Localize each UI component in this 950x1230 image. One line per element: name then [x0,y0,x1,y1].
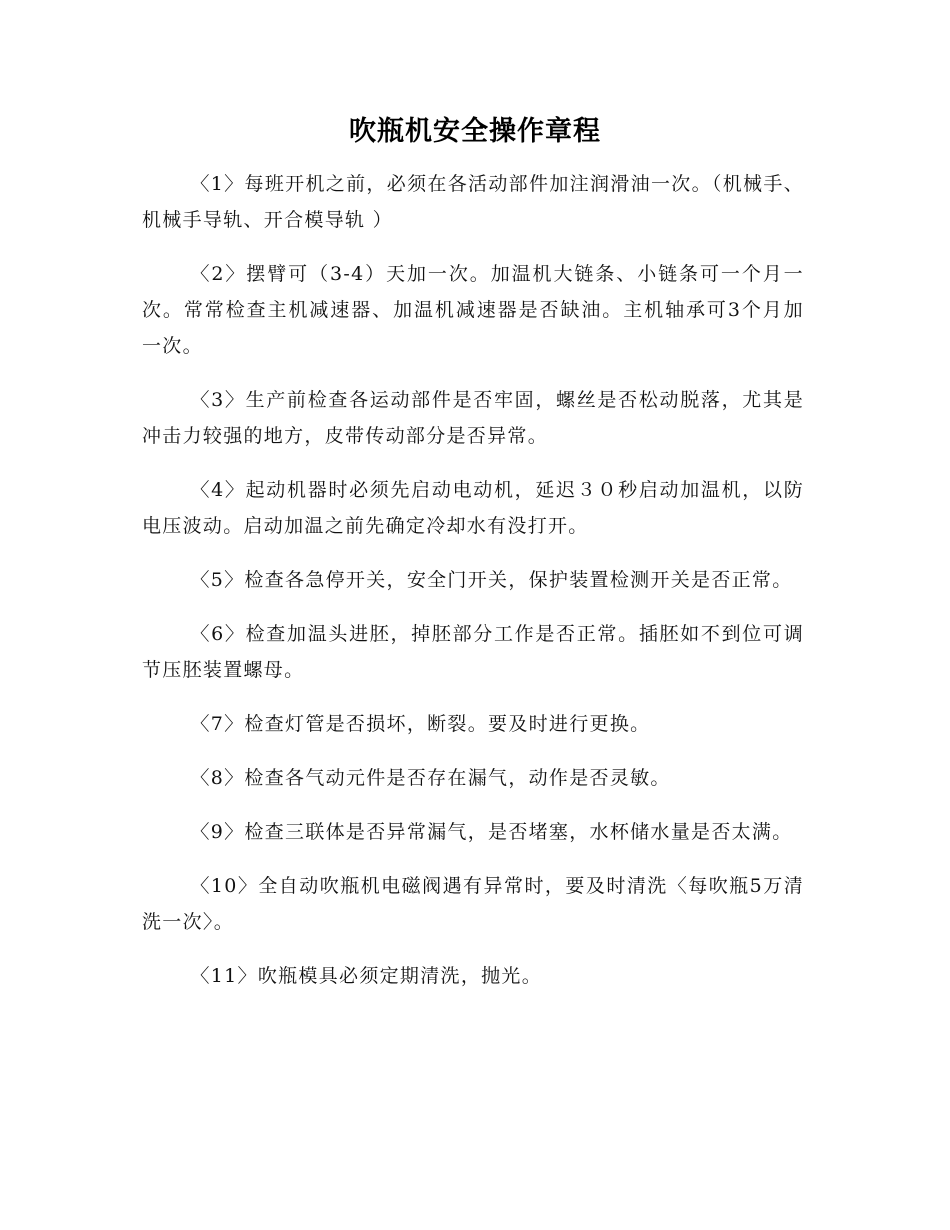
paragraph-9: 〈9〉检查三联体是否异常漏气，是否堵塞，水杯储水量是否太满。 [190,821,793,843]
paragraph-8: 〈8〉检查各气动元件是否存在漏气，动作是否灵敏。 [190,767,671,789]
paragraph-10: 〈10〉全自动吹瓶机电磁阀遇有异常时，要及时清洗〈每吹瓶5万清洗一次〉。 [142,875,804,933]
paragraph-3: 〈3〉生产前检查各运动部件是否牢固，螺丝是否松动脱落，尤其是冲击力较强的地方，皮带传动部分是否异常。 [142,389,804,447]
paragraph-1: 〈1〉每班开机之前，必须在各活动部件加注润滑油一次。（机械手、机械手导轨、开合模导轨 ） [142,173,804,231]
paragraph-11: 〈11〉吹瓶模具必须定期清洗，抛光。 [190,965,543,987]
paragraph-5: 〈5〉检查各急停开关，安全门开关，保护装置检测开关是否正常。 [190,569,793,591]
paragraph-2: 〈2〉摆臂可（3-4）天加一次。加温机大链条、小链条可一个月一次。常常检查主机减速器、加温机减速器是否缺油。主机轴承可3个月加一次。 [142,263,804,357]
document-title: 吹瓶机安全操作章程 [349,116,601,147]
paragraph-4: 〈4〉起动机器时必须先启动电动机，延迟３０秒启动加温机，以防电压波动。启动加温之前先确定冷却水有没打开。 [142,479,804,537]
paragraph-7: 〈7〉检查灯管是否损坏，断裂。要及时进行更换。 [190,713,651,735]
document-body [142,166,804,1012]
paragraph-6: 〈6〉检查加温头进胚，掉胚部分工作是否正常。插胚如不到位可调节压胚装置螺母。 [142,623,804,681]
